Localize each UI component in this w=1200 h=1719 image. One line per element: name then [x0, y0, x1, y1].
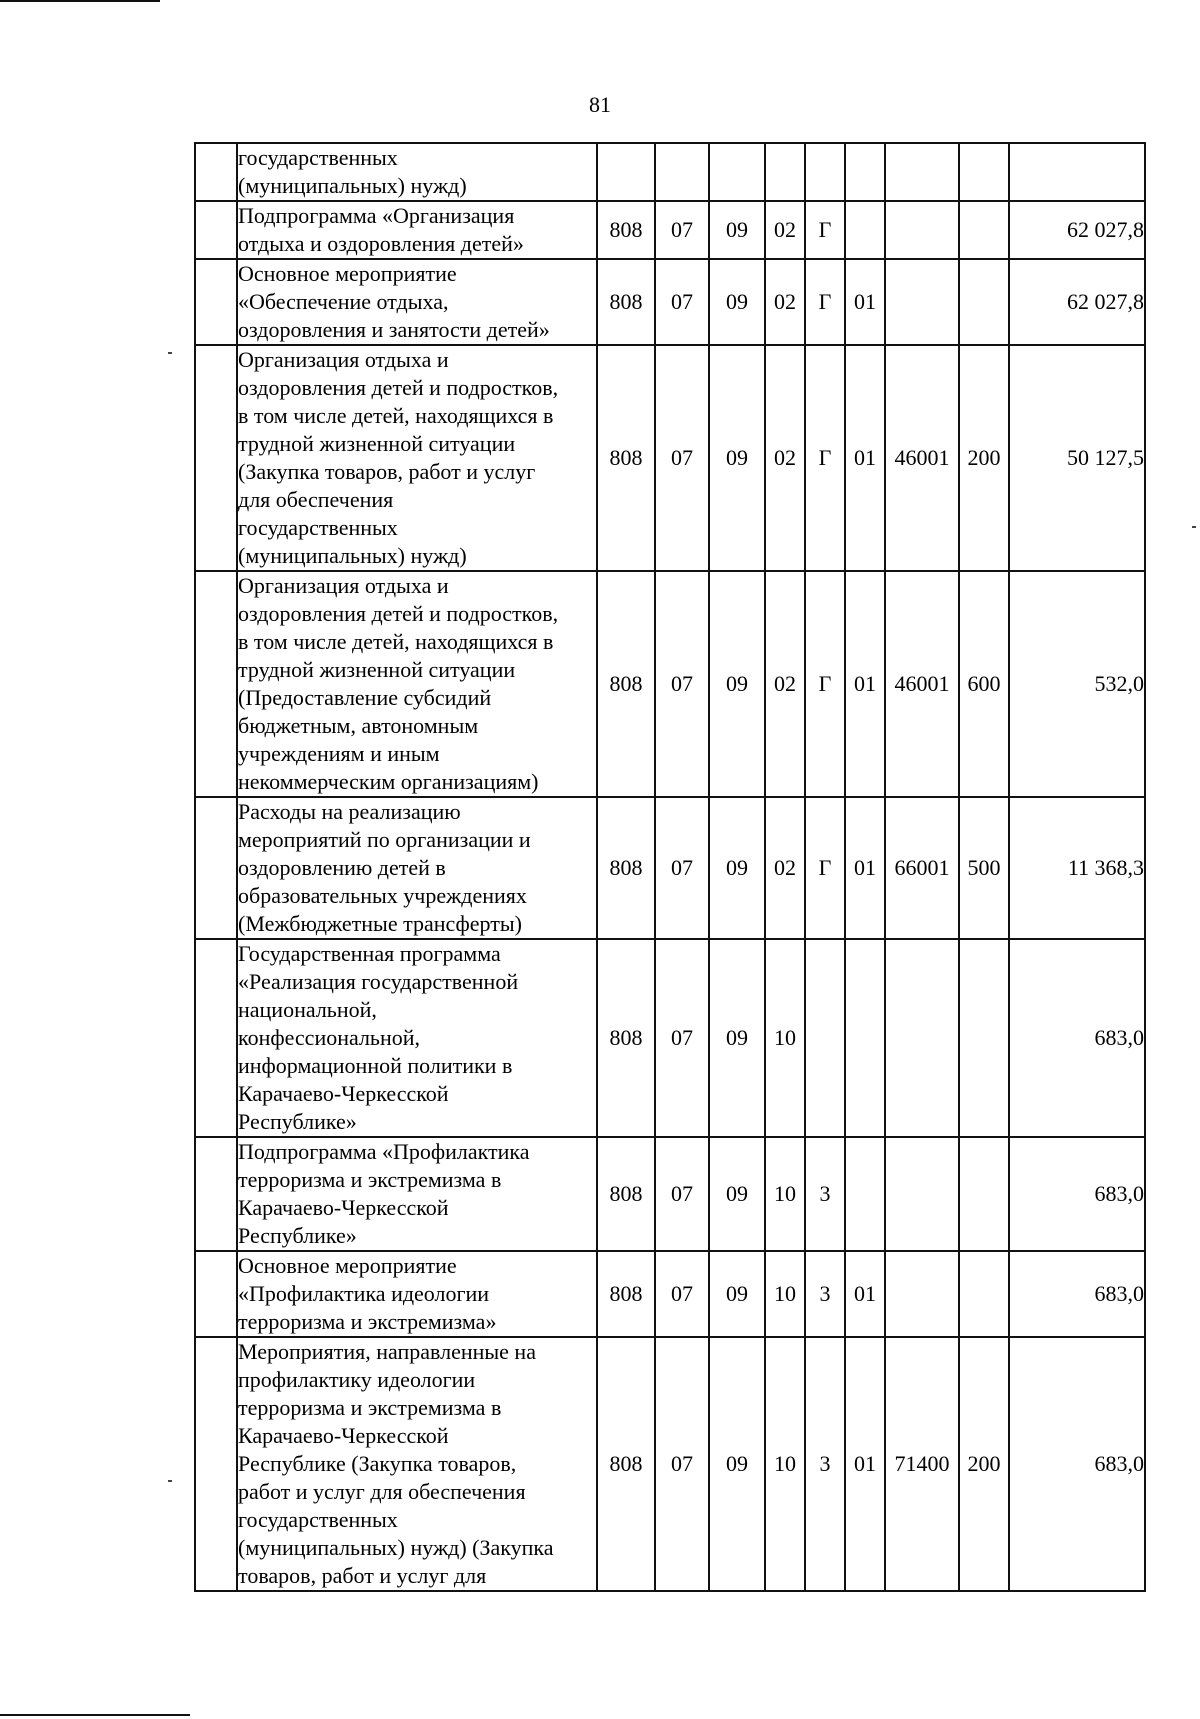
- subsection-code-cell: 09: [709, 797, 765, 939]
- row-number-cell: [195, 939, 237, 1137]
- direction-code-cell: [885, 259, 959, 345]
- program-code-cell: 02: [765, 201, 805, 259]
- item-name-cell: Организация отдыха и оздоровления детей и подростков, в том числе детей, находящихся в трудной жизненной ситуации (Закупка товаров, работ и услуг для обеспечения государственных (муниципальных) нужд): [237, 345, 597, 571]
- table-row: [195, 259, 1145, 345]
- program-code-cell: 10: [765, 1137, 805, 1251]
- amount-cell: 50 127,5: [1009, 345, 1145, 571]
- item-name-cell: Основное мероприятие «Профилактика идеологии терроризма и экстремизма»: [237, 1251, 597, 1337]
- expense-type-code-cell: 600: [959, 571, 1009, 797]
- subprogram-code-cell: 3: [805, 1251, 845, 1337]
- item-name-cell: Подпрограмма «Организация отдыха и оздоровления детей»: [237, 201, 597, 259]
- section-code-cell: 07: [655, 259, 709, 345]
- measure-code-cell: 01: [845, 1337, 885, 1591]
- subprogram-code-cell: Г: [805, 201, 845, 259]
- subsection-code-cell: 09: [709, 571, 765, 797]
- ministry-code-cell: [597, 143, 655, 201]
- program-code-cell: 02: [765, 571, 805, 797]
- row-number-cell: [195, 1137, 237, 1251]
- subprogram-code-cell: Г: [805, 259, 845, 345]
- row-number-cell: [195, 201, 237, 259]
- amount-cell: 683,0: [1009, 939, 1145, 1137]
- item-name-cell: государственных (муниципальных) нужд): [237, 143, 597, 201]
- section-code-cell: 07: [655, 345, 709, 571]
- ministry-code-cell: 808: [597, 797, 655, 939]
- direction-code-cell: 66001: [885, 797, 959, 939]
- table-row: [195, 143, 1145, 201]
- subprogram-code-cell: 3: [805, 1337, 845, 1591]
- section-code-cell: 07: [655, 939, 709, 1137]
- direction-code-cell: 46001: [885, 345, 959, 571]
- subprogram-code-cell: 3: [805, 1137, 845, 1251]
- program-code-cell: 02: [765, 345, 805, 571]
- budget-table: [194, 142, 1146, 1592]
- ministry-code-cell: 808: [597, 1251, 655, 1337]
- scan-edge-line-top: [0, 0, 160, 2]
- table-row: [195, 939, 1145, 1137]
- ministry-code-cell: 808: [597, 939, 655, 1137]
- program-code-cell: 10: [765, 1251, 805, 1337]
- item-name-cell: Государственная программа «Реализация государственной национальной, конфессиональной, информационной политики в Карачаево-Черкесской Республике»: [237, 939, 597, 1137]
- subprogram-code-cell: [805, 939, 845, 1137]
- measure-code-cell: 01: [845, 571, 885, 797]
- ministry-code-cell: 808: [597, 571, 655, 797]
- table-row: [195, 797, 1145, 939]
- row-number-cell: [195, 1337, 237, 1591]
- item-name-cell: Основное мероприятие «Обеспечение отдыха, оздоровления и занятости детей»: [237, 259, 597, 345]
- section-code-cell: 07: [655, 1137, 709, 1251]
- subsection-code-cell: 09: [709, 1251, 765, 1337]
- subsection-code-cell: 09: [709, 259, 765, 345]
- subsection-code-cell: 09: [709, 1137, 765, 1251]
- program-code-cell: 10: [765, 1337, 805, 1591]
- subprogram-code-cell: Г: [805, 797, 845, 939]
- amount-cell: [1009, 143, 1145, 201]
- table-row: [195, 1337, 1145, 1591]
- direction-code-cell: [885, 1137, 959, 1251]
- program-code-cell: [765, 143, 805, 201]
- subprogram-code-cell: Г: [805, 345, 845, 571]
- table-row: [195, 201, 1145, 259]
- section-code-cell: 07: [655, 201, 709, 259]
- subsection-code-cell: 09: [709, 345, 765, 571]
- row-number-cell: [195, 1251, 237, 1337]
- row-number-cell: [195, 571, 237, 797]
- ministry-code-cell: 808: [597, 259, 655, 345]
- measure-code-cell: [845, 201, 885, 259]
- ministry-code-cell: 808: [597, 1337, 655, 1591]
- expense-type-code-cell: 500: [959, 797, 1009, 939]
- amount-cell: 62 027,8: [1009, 201, 1145, 259]
- row-number-cell: [195, 797, 237, 939]
- amount-cell: 11 368,3: [1009, 797, 1145, 939]
- ministry-code-cell: 808: [597, 201, 655, 259]
- item-name-cell: Подпрограмма «Профилактика терроризма и экстремизма в Карачаево-Черкесской Республике»: [237, 1137, 597, 1251]
- measure-code-cell: 01: [845, 1251, 885, 1337]
- row-number-cell: [195, 259, 237, 345]
- table-row: [195, 345, 1145, 571]
- subsection-code-cell: 09: [709, 1337, 765, 1591]
- direction-code-cell: [885, 143, 959, 201]
- amount-cell: 532,0: [1009, 571, 1145, 797]
- measure-code-cell: 01: [845, 259, 885, 345]
- program-code-cell: 10: [765, 939, 805, 1137]
- direction-code-cell: [885, 201, 959, 259]
- expense-type-code-cell: [959, 201, 1009, 259]
- subprogram-code-cell: [805, 143, 845, 201]
- measure-code-cell: 01: [845, 797, 885, 939]
- measure-code-cell: [845, 143, 885, 201]
- subsection-code-cell: 09: [709, 939, 765, 1137]
- table-row: [195, 571, 1145, 797]
- direction-code-cell: [885, 1251, 959, 1337]
- ministry-code-cell: 808: [597, 345, 655, 571]
- program-code-cell: 02: [765, 259, 805, 345]
- item-name-cell: Расходы на реализацию мероприятий по организации и оздоровлению детей в образовательных учреждениях (Межбюджетные трансферты): [237, 797, 597, 939]
- program-code-cell: 02: [765, 797, 805, 939]
- expense-type-code-cell: 200: [959, 345, 1009, 571]
- measure-code-cell: [845, 939, 885, 1137]
- section-code-cell: 07: [655, 797, 709, 939]
- subsection-code-cell: 09: [709, 201, 765, 259]
- subprogram-code-cell: Г: [805, 571, 845, 797]
- expense-type-code-cell: [959, 259, 1009, 345]
- item-name-cell: Организация отдыха и оздоровления детей и подростков, в том числе детей, находящихся в трудной жизненной ситуации (Предоставление субсидий бюджетным, автономным учреждениям и иным некоммерческим организациям): [237, 571, 597, 797]
- direction-code-cell: 46001: [885, 571, 959, 797]
- amount-cell: 683,0: [1009, 1337, 1145, 1591]
- measure-code-cell: [845, 1137, 885, 1251]
- amount-cell: 683,0: [1009, 1251, 1145, 1337]
- expense-type-code-cell: [959, 1137, 1009, 1251]
- direction-code-cell: 71400: [885, 1337, 959, 1591]
- row-number-cell: [195, 143, 237, 201]
- table-row: [195, 1251, 1145, 1337]
- expense-type-code-cell: [959, 1251, 1009, 1337]
- ministry-code-cell: 808: [597, 1137, 655, 1251]
- subsection-code-cell: [709, 143, 765, 201]
- scan-speck: [1192, 526, 1196, 528]
- amount-cell: 683,0: [1009, 1137, 1145, 1251]
- expense-type-code-cell: [959, 143, 1009, 201]
- section-code-cell: 07: [655, 571, 709, 797]
- table-row: [195, 1137, 1145, 1251]
- scan-edge-line-bottom: [0, 1714, 190, 1716]
- section-code-cell: 07: [655, 1251, 709, 1337]
- expense-type-code-cell: [959, 939, 1009, 1137]
- page-number: 81: [589, 92, 611, 117]
- scan-speck: [168, 1480, 172, 1482]
- expense-type-code-cell: 200: [959, 1337, 1009, 1591]
- amount-cell: 62 027,8: [1009, 259, 1145, 345]
- scan-speck: [168, 352, 172, 354]
- budget-table-body: [195, 143, 1145, 1591]
- direction-code-cell: [885, 939, 959, 1137]
- item-name-cell: Мероприятия, направленные на профилактику идеологии терроризма и экстремизма в Карачаево-Черкесской Республике (Закупка товаров, работ и услуг для обеспечения государственных (муниципальных) нужд) (Закупка товаров, работ и услуг для: [237, 1337, 597, 1591]
- section-code-cell: [655, 143, 709, 201]
- row-number-cell: [195, 345, 237, 571]
- section-code-cell: 07: [655, 1337, 709, 1591]
- measure-code-cell: 01: [845, 345, 885, 571]
